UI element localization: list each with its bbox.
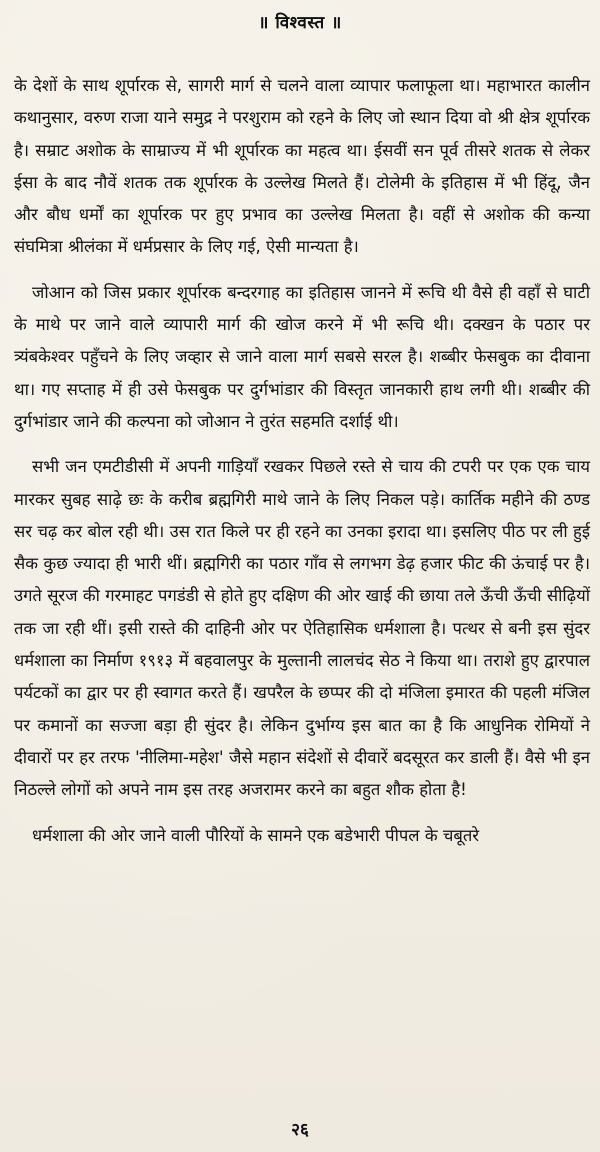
paragraph-4: धर्मशाला की ओर जाने वाली पौरियों के सामने एक बडेभारी पीपल के चबूतरे <box>32 825 480 845</box>
running-header: ॥ विश्वस्त ॥ <box>258 13 342 33</box>
paragraph-2: जोआन को जिस प्रकार शूर्पारक बन्दरगाह का इतिहास जानने में रूचि थी वैसे ही वहाँ से घाटी के माथे पर जाने वाले व्यापारी मार्ग की खोज करने में भी रूचि थी। दक्खन के पठार पर त्र्यंबकेश्वर पहुँचने के लिए जव्हार से जाने वाला मार्ग सबसे सरल है। शब्बीर फेसबुक का दीवाना था। गए सप्ताह में ही उसे फेसबुक पर दुर्गभांडार की विस्तृत जानकारी हाथ लगी थी। शब्बीर की दुर्गभांडार जाने की कल्पना को जोआन ने तुरंत सहमति दर्शाई थी। <box>14 282 590 431</box>
page-number: २६ <box>291 1120 309 1140</box>
paragraph-1: के देशों के साथ शूर्पारक से, सागरी मार्ग से चलने वाला व्यापार फलाफूला था। महाभारत कालीन कथानुसार, वरुण राजा याने समुद्र ने परशुराम को रहने के लिए जो स्थान दिया वो श्री क्षेत्र शूर्पारक है। सम्राट अशोक के साम्राज्य में भी शूर्पारक का महत्व था। ईसवीं सन पूर्व तीसरे शतक से लेकर ईसा के बाद नौवें शतक तक शूर्पारक के उल्लेख मिलते हैं। टोलेमी के इतिहास में भी हिंदू, जैन और बौध धर्मों का शूर्पारक पर हुए प्रभाव का उल्लेख मिलता है। वहीं से अशोक की कन्या संघमित्रा श्रीलंका में धर्मप्रसार के लिए गई, ऐसी मान्यता है। <box>14 76 590 257</box>
paragraph-3: सभी जन एमटीडीसी में अपनी गाड़ियाँ रखकर पिछले रस्ते से चाय की टपरी पर एक एक चाय मारकर सुबह साढ़े छः के करीब ब्रह्मगिरी माथे जाने के लिए निकल पड़े। कार्तिक महीने की ठण्ड सर चढ़ कर बोल रही थी। उस रात किले पर ही रहने का उनका इरादा था। इसलिए पीठ पर ली हुई सैक कुछ ज्यादा ही भारी थीं। ब्रह्मगिरी का पठार गाँव से लगभग डेढ़ हजार फीट की ऊंचाई पर है। उगते सूरज की गरमाहट पगडंडी से होते हुए दक्षिण की ओर खाई की छाया तले ऊँची ऊँची सीढ़ियों तक जा रही थीं। इसी रास्ते की दाहिनी ओर पर ऐतिहासिक धर्मशाला है। पत्थर से बनी इस सुंदर धर्मशाला का निर्माण १९१३ में बहवालपुर के मुल्तानी लालचंद सेठ ने किया था। तराशे हुए द्वारपाल पर्यटकों का द्वार पर ही स्वागत करते हैं। खपरैल के छप्पर की दो मंजिला इमारत की पहली मंजिल पर कमानों का सज्जा बड़ा ही सुंदर है। लेकिन दुर्भाग्य इस बात का है कि आधुनिक रोमियों ने दीवारों पर हर तरफ 'नीलिमा-महेश' जैसे महान संदेशों से दीवारें बदसूरत कर डाली हैं। वैसे भी इन निठल्ले लोगों को अपने नाम इस तरह अजरामर करने का बहुत शौक होता है! <box>14 457 590 800</box>
body-text <box>14 70 590 865</box>
